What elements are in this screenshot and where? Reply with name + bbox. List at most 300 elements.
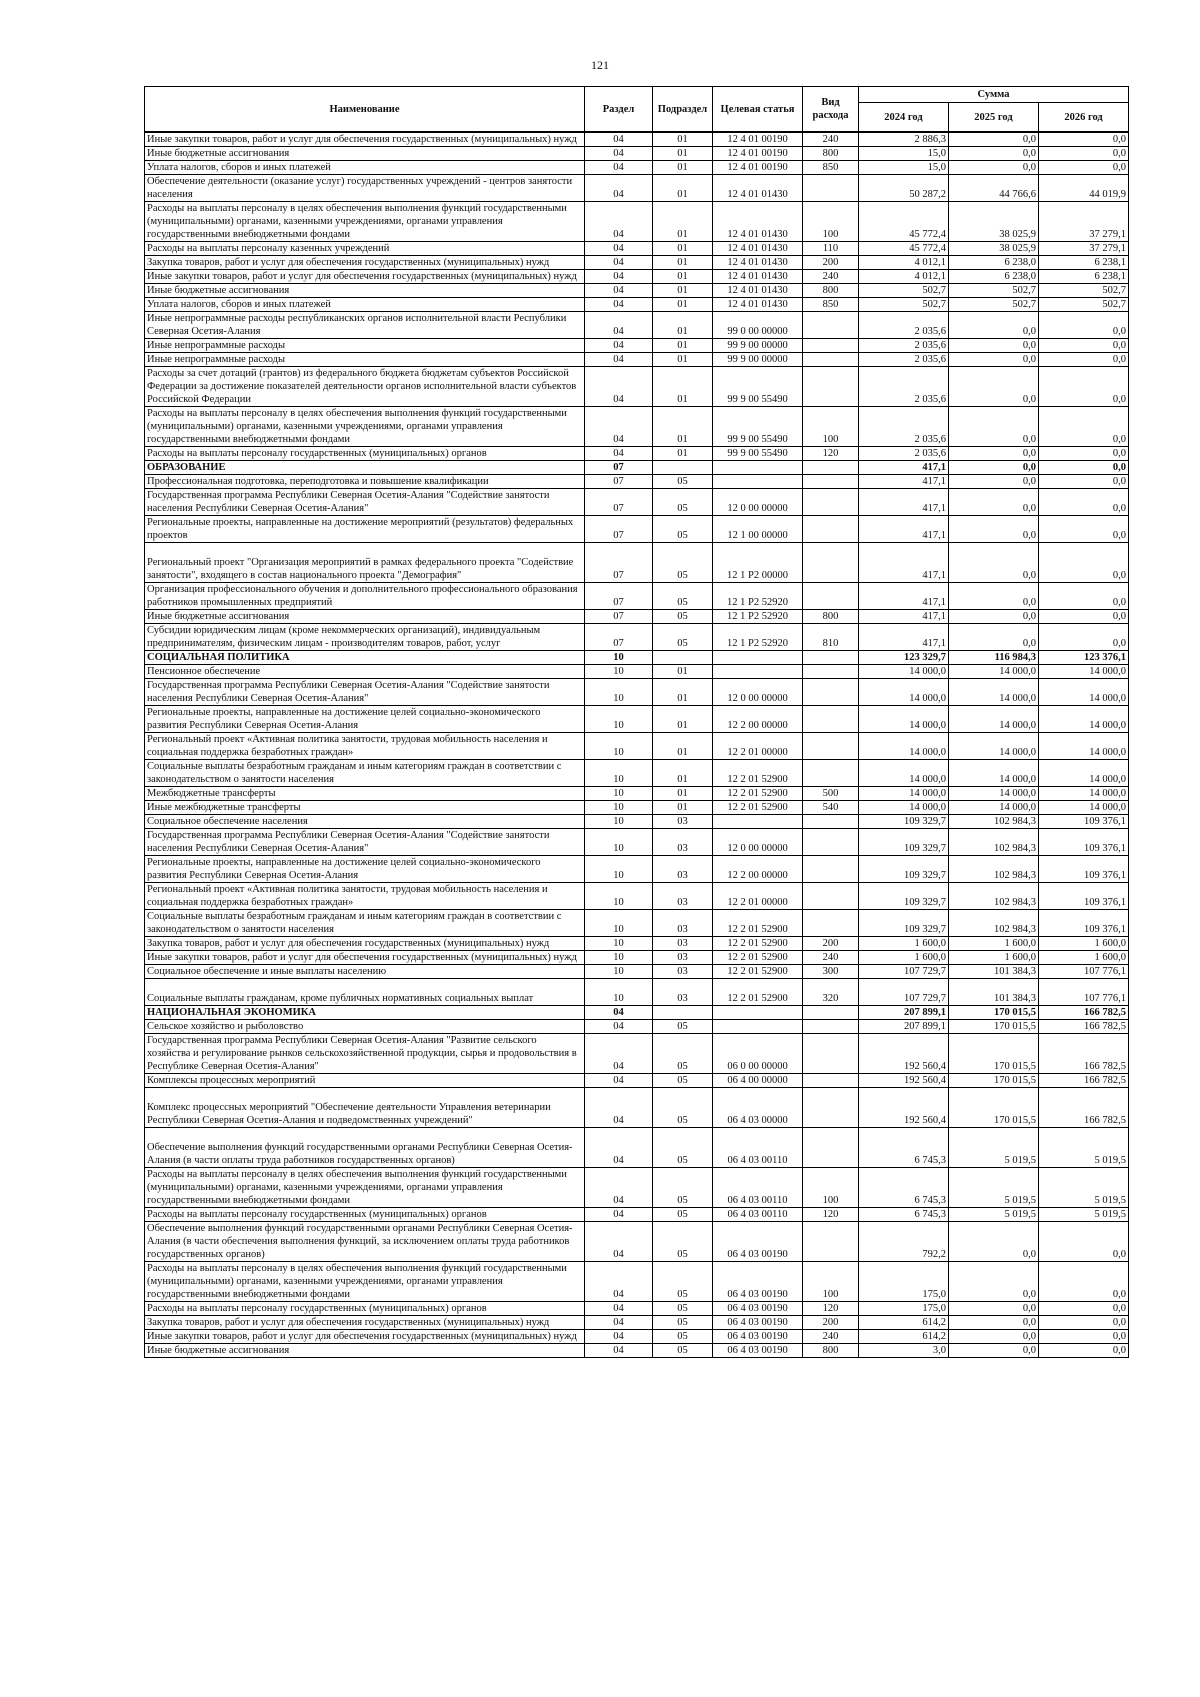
cell-target-article: 06 4 03 00190 xyxy=(713,1302,803,1316)
table-row xyxy=(145,815,1129,829)
table-row xyxy=(145,1302,1129,1316)
table-row xyxy=(145,856,1129,883)
cell-2024: 2 035,6 xyxy=(859,312,949,339)
cell-target-article: 12 1 P2 52920 xyxy=(713,583,803,610)
table-row xyxy=(145,706,1129,733)
cell-target-article: 12 2 01 52900 xyxy=(713,965,803,979)
cell-subsection: 03 xyxy=(653,979,713,1006)
cell-subsection: 05 xyxy=(653,583,713,610)
cell-name: Сельское хозяйство и рыболовство xyxy=(145,1020,585,1034)
cell-name: Иные закупки товаров, работ и услуг для обеспечения государственных (муниципальных) нужд xyxy=(145,1330,585,1344)
cell-target-article: 06 4 03 00110 xyxy=(713,1208,803,1222)
cell-target-article: 12 2 01 52900 xyxy=(713,937,803,951)
cell-2026: 37 279,1 xyxy=(1039,202,1129,242)
cell-subsection: 01 xyxy=(653,787,713,801)
cell-section: 04 xyxy=(585,1344,653,1358)
cell-section: 10 xyxy=(585,856,653,883)
cell-subsection: 01 xyxy=(653,353,713,367)
header-year-2025: 2025 год xyxy=(949,103,1039,133)
cell-2025: 170 015,5 xyxy=(949,1074,1039,1088)
cell-name: Региональный проект "Организация мероприятий в рамках федерального проекта "Содействие занятости", входящего в состав национального проекта "Демография" xyxy=(145,543,585,583)
cell-name: Расходы на выплаты персоналу государственных (муниципальных) органов xyxy=(145,1208,585,1222)
cell-2026: 0,0 xyxy=(1039,461,1129,475)
cell-2025: 1 600,0 xyxy=(949,937,1039,951)
cell-section: 04 xyxy=(585,175,653,202)
cell-2026: 0,0 xyxy=(1039,475,1129,489)
cell-2026: 107 776,1 xyxy=(1039,979,1129,1006)
cell-2026: 0,0 xyxy=(1039,353,1129,367)
cell-subsection: 01 xyxy=(653,733,713,760)
cell-section: 07 xyxy=(585,610,653,624)
cell-2024: 192 560,4 xyxy=(859,1034,949,1074)
cell-subsection: 05 xyxy=(653,1316,713,1330)
cell-target-article: 12 4 01 01430 xyxy=(713,242,803,256)
cell-section: 10 xyxy=(585,815,653,829)
cell-2025: 102 984,3 xyxy=(949,856,1039,883)
cell-2025: 14 000,0 xyxy=(949,733,1039,760)
cell-2025: 0,0 xyxy=(949,1302,1039,1316)
cell-2026: 0,0 xyxy=(1039,624,1129,651)
table-row xyxy=(145,1208,1129,1222)
cell-expense-type: 800 xyxy=(803,1344,859,1358)
cell-expense-type xyxy=(803,461,859,475)
cell-2025: 116 984,3 xyxy=(949,651,1039,665)
cell-2026: 166 782,5 xyxy=(1039,1020,1129,1034)
table-row xyxy=(145,516,1129,543)
cell-section: 04 xyxy=(585,1222,653,1262)
cell-expense-type xyxy=(803,475,859,489)
cell-subsection: 03 xyxy=(653,951,713,965)
cell-2025: 0,0 xyxy=(949,461,1039,475)
table-row xyxy=(145,1316,1129,1330)
cell-target-article: 12 2 00 00000 xyxy=(713,856,803,883)
cell-2025: 0,0 xyxy=(949,489,1039,516)
cell-name: Иные бюджетные ассигнования xyxy=(145,610,585,624)
cell-target-article: 06 4 03 00190 xyxy=(713,1222,803,1262)
header-subsection: Подраздел xyxy=(653,87,713,133)
header-year-2026: 2026 год xyxy=(1039,103,1129,133)
cell-2024: 50 287,2 xyxy=(859,175,949,202)
table-row xyxy=(145,910,1129,937)
cell-2025: 170 015,5 xyxy=(949,1088,1039,1128)
cell-subsection: 01 xyxy=(653,665,713,679)
cell-section: 07 xyxy=(585,489,653,516)
cell-subsection: 01 xyxy=(653,339,713,353)
cell-section: 07 xyxy=(585,543,653,583)
cell-2024: 14 000,0 xyxy=(859,706,949,733)
cell-name: Пенсионное обеспечение xyxy=(145,665,585,679)
cell-expense-type: 800 xyxy=(803,284,859,298)
cell-2024: 417,1 xyxy=(859,461,949,475)
cell-subsection: 05 xyxy=(653,1168,713,1208)
table-row xyxy=(145,679,1129,706)
cell-section: 04 xyxy=(585,1088,653,1128)
cell-expense-type: 120 xyxy=(803,1302,859,1316)
cell-2024: 6 745,3 xyxy=(859,1128,949,1168)
cell-name: Иные непрограммные расходы республиканских органов исполнительной власти Республики Северная Осетия-Алания xyxy=(145,312,585,339)
table-row xyxy=(145,1344,1129,1358)
cell-2026: 0,0 xyxy=(1039,1344,1129,1358)
cell-2024: 3,0 xyxy=(859,1344,949,1358)
cell-name: Иные непрограммные расходы xyxy=(145,339,585,353)
cell-2026: 14 000,0 xyxy=(1039,760,1129,787)
cell-target-article xyxy=(713,1006,803,1020)
cell-subsection: 05 xyxy=(653,1034,713,1074)
cell-target-article: 12 2 01 52900 xyxy=(713,910,803,937)
cell-2026: 123 376,1 xyxy=(1039,651,1129,665)
cell-subsection: 03 xyxy=(653,829,713,856)
cell-target-article: 12 0 00 00000 xyxy=(713,679,803,706)
cell-2024: 417,1 xyxy=(859,543,949,583)
cell-section: 10 xyxy=(585,965,653,979)
cell-2024: 175,0 xyxy=(859,1302,949,1316)
cell-expense-type xyxy=(803,910,859,937)
cell-expense-type: 800 xyxy=(803,147,859,161)
cell-section: 10 xyxy=(585,910,653,937)
table-section-row xyxy=(145,1006,1129,1020)
cell-2024: 417,1 xyxy=(859,624,949,651)
table-row xyxy=(145,1128,1129,1168)
cell-2026: 0,0 xyxy=(1039,489,1129,516)
cell-2026: 44 019,9 xyxy=(1039,175,1129,202)
cell-section: 10 xyxy=(585,829,653,856)
cell-expense-type: 500 xyxy=(803,787,859,801)
cell-2025: 0,0 xyxy=(949,161,1039,175)
cell-target-article: 06 4 03 00190 xyxy=(713,1330,803,1344)
cell-expense-type: 200 xyxy=(803,256,859,270)
table-row xyxy=(145,147,1129,161)
cell-name: Социальное обеспечение населения xyxy=(145,815,585,829)
cell-name: Социальные выплаты гражданам, кроме публичных нормативных социальных выплат xyxy=(145,979,585,1006)
cell-2025: 14 000,0 xyxy=(949,706,1039,733)
cell-name: Расходы на выплаты персоналу в целях обеспечения выполнения функций государственными (муниципальными) органами, казенными учреждениями, органами управления государственными внебюджетными фондами xyxy=(145,202,585,242)
cell-2025: 0,0 xyxy=(949,147,1039,161)
cell-2026: 109 376,1 xyxy=(1039,815,1129,829)
cell-2025: 0,0 xyxy=(949,1344,1039,1358)
cell-expense-type xyxy=(803,1088,859,1128)
cell-target-article: 12 1 P2 52920 xyxy=(713,610,803,624)
cell-section: 07 xyxy=(585,475,653,489)
cell-subsection: 05 xyxy=(653,610,713,624)
cell-expense-type xyxy=(803,367,859,407)
cell-expense-type xyxy=(803,815,859,829)
cell-name: Социальные выплаты безработным гражданам и иным категориям граждан в соответствии с законодательством о занятости населения xyxy=(145,760,585,787)
table-section-row xyxy=(145,461,1129,475)
cell-2026: 6 238,1 xyxy=(1039,270,1129,284)
cell-expense-type xyxy=(803,339,859,353)
cell-expense-type: 200 xyxy=(803,1316,859,1330)
cell-2024: 6 745,3 xyxy=(859,1208,949,1222)
cell-subsection: 01 xyxy=(653,367,713,407)
cell-2024: 502,7 xyxy=(859,298,949,312)
cell-subsection: 05 xyxy=(653,1128,713,1168)
cell-name: Расходы на выплаты персоналу казенных учреждений xyxy=(145,242,585,256)
table-row xyxy=(145,270,1129,284)
cell-section: 04 xyxy=(585,1074,653,1088)
table-row xyxy=(145,175,1129,202)
cell-subsection: 05 xyxy=(653,1020,713,1034)
cell-target-article: 12 4 01 00190 xyxy=(713,161,803,175)
cell-2026: 0,0 xyxy=(1039,543,1129,583)
cell-target-article: 12 4 01 01430 xyxy=(713,298,803,312)
cell-expense-type xyxy=(803,1222,859,1262)
cell-2026: 1 600,0 xyxy=(1039,951,1129,965)
cell-subsection: 05 xyxy=(653,1222,713,1262)
cell-section: 07 xyxy=(585,624,653,651)
cell-2026: 0,0 xyxy=(1039,312,1129,339)
cell-2024: 14 000,0 xyxy=(859,665,949,679)
cell-expense-type xyxy=(803,543,859,583)
cell-name: Комплексы процессных мероприятий xyxy=(145,1074,585,1088)
cell-2025: 0,0 xyxy=(949,447,1039,461)
cell-name: Закупка товаров, работ и услуг для обеспечения государственных (муниципальных) нужд xyxy=(145,937,585,951)
cell-name: Иные закупки товаров, работ и услуг для обеспечения государственных (муниципальных) нужд xyxy=(145,270,585,284)
cell-subsection: 05 xyxy=(653,489,713,516)
cell-name: ОБРАЗОВАНИЕ xyxy=(145,461,585,475)
cell-name: СОЦИАЛЬНАЯ ПОЛИТИКА xyxy=(145,651,585,665)
cell-target-article: 12 4 01 01430 xyxy=(713,175,803,202)
cell-name: Уплата налогов, сборов и иных платежей xyxy=(145,161,585,175)
cell-2024: 614,2 xyxy=(859,1330,949,1344)
cell-section: 10 xyxy=(585,883,653,910)
cell-target-article: 99 0 00 00000 xyxy=(713,312,803,339)
cell-section: 10 xyxy=(585,665,653,679)
cell-2024: 14 000,0 xyxy=(859,801,949,815)
cell-2026: 0,0 xyxy=(1039,516,1129,543)
cell-expense-type xyxy=(803,583,859,610)
cell-expense-type: 110 xyxy=(803,242,859,256)
cell-2025: 0,0 xyxy=(949,516,1039,543)
cell-name: Региональные проекты, направленные на достижение целей социально-экономического развития Республики Северная Осетия-Алания xyxy=(145,856,585,883)
cell-section: 10 xyxy=(585,979,653,1006)
table-row xyxy=(145,1088,1129,1128)
cell-target-article: 12 2 01 52900 xyxy=(713,760,803,787)
cell-target-article: 99 9 00 55490 xyxy=(713,367,803,407)
cell-2025: 0,0 xyxy=(949,583,1039,610)
cell-subsection: 01 xyxy=(653,132,713,147)
table-row xyxy=(145,1330,1129,1344)
cell-expense-type xyxy=(803,760,859,787)
cell-2025: 0,0 xyxy=(949,339,1039,353)
cell-2025: 101 384,3 xyxy=(949,965,1039,979)
cell-2026: 502,7 xyxy=(1039,298,1129,312)
cell-target-article: 12 1 P2 00000 xyxy=(713,543,803,583)
cell-2026: 0,0 xyxy=(1039,1222,1129,1262)
cell-section: 04 xyxy=(585,202,653,242)
cell-section: 04 xyxy=(585,270,653,284)
cell-target-article: 12 4 01 00190 xyxy=(713,132,803,147)
cell-target-article: 06 4 03 00190 xyxy=(713,1316,803,1330)
cell-target-article xyxy=(713,651,803,665)
cell-2024: 107 729,7 xyxy=(859,965,949,979)
table-row xyxy=(145,447,1129,461)
cell-2025: 38 025,9 xyxy=(949,242,1039,256)
cell-target-article xyxy=(713,475,803,489)
cell-2026: 166 782,5 xyxy=(1039,1006,1129,1020)
cell-name: Профессиональная подготовка, переподготовка и повышение квалификации xyxy=(145,475,585,489)
table-row xyxy=(145,883,1129,910)
cell-section: 04 xyxy=(585,1330,653,1344)
cell-subsection: 05 xyxy=(653,475,713,489)
table-row xyxy=(145,339,1129,353)
cell-section: 04 xyxy=(585,1302,653,1316)
cell-name: Расходы на выплаты персоналу в целях обеспечения выполнения функций государственными (муниципальными) органами, казенными учреждениями, органами управления государственными внебюджетными фондами xyxy=(145,407,585,447)
cell-subsection: 01 xyxy=(653,706,713,733)
cell-2024: 109 329,7 xyxy=(859,856,949,883)
cell-expense-type: 300 xyxy=(803,965,859,979)
cell-2025: 0,0 xyxy=(949,312,1039,339)
cell-2026: 0,0 xyxy=(1039,367,1129,407)
cell-target-article: 06 0 00 00000 xyxy=(713,1034,803,1074)
cell-2025: 0,0 xyxy=(949,367,1039,407)
cell-2026: 14 000,0 xyxy=(1039,679,1129,706)
cell-expense-type xyxy=(803,665,859,679)
cell-name: Обеспечение деятельности (оказание услуг) государственных учреждений - центров занятости населения xyxy=(145,175,585,202)
cell-2026: 1 600,0 xyxy=(1039,937,1129,951)
cell-name: Закупка товаров, работ и услуг для обеспечения государственных (муниципальных) нужд xyxy=(145,1316,585,1330)
table-row xyxy=(145,760,1129,787)
table-row xyxy=(145,256,1129,270)
table-section-row xyxy=(145,651,1129,665)
cell-name: Региональные проекты, направленные на достижение мероприятий (результатов) федеральных проектов xyxy=(145,516,585,543)
cell-2026: 109 376,1 xyxy=(1039,883,1129,910)
cell-2025: 170 015,5 xyxy=(949,1034,1039,1074)
table-row xyxy=(145,489,1129,516)
cell-2025: 14 000,0 xyxy=(949,801,1039,815)
cell-subsection: 05 xyxy=(653,1330,713,1344)
cell-2026: 166 782,5 xyxy=(1039,1074,1129,1088)
cell-2026: 166 782,5 xyxy=(1039,1088,1129,1128)
cell-subsection: 01 xyxy=(653,312,713,339)
cell-subsection: 01 xyxy=(653,242,713,256)
cell-target-article: 12 2 01 00000 xyxy=(713,733,803,760)
cell-target-article: 12 2 00 00000 xyxy=(713,706,803,733)
cell-2024: 14 000,0 xyxy=(859,787,949,801)
cell-2024: 2 035,6 xyxy=(859,353,949,367)
cell-2025: 0,0 xyxy=(949,1222,1039,1262)
cell-subsection: 05 xyxy=(653,1208,713,1222)
cell-expense-type: 800 xyxy=(803,610,859,624)
cell-expense-type xyxy=(803,1074,859,1088)
cell-expense-type xyxy=(803,651,859,665)
budget-table xyxy=(144,86,1129,1358)
cell-2024: 2 035,6 xyxy=(859,447,949,461)
cell-2025: 14 000,0 xyxy=(949,679,1039,706)
table-row xyxy=(145,242,1129,256)
cell-2026: 5 019,5 xyxy=(1039,1208,1129,1222)
cell-expense-type: 240 xyxy=(803,951,859,965)
cell-2026: 0,0 xyxy=(1039,583,1129,610)
cell-subsection: 05 xyxy=(653,1088,713,1128)
cell-expense-type xyxy=(803,1128,859,1168)
cell-target-article: 12 2 01 52900 xyxy=(713,979,803,1006)
cell-section: 04 xyxy=(585,312,653,339)
cell-target-article: 12 1 P2 52920 xyxy=(713,624,803,651)
cell-2024: 2 035,6 xyxy=(859,339,949,353)
cell-2026: 6 238,1 xyxy=(1039,256,1129,270)
cell-2025: 0,0 xyxy=(949,132,1039,147)
cell-subsection: 03 xyxy=(653,883,713,910)
cell-subsection: 01 xyxy=(653,270,713,284)
cell-section: 04 xyxy=(585,407,653,447)
page-number: 121 xyxy=(591,58,609,72)
cell-subsection: 05 xyxy=(653,1074,713,1088)
cell-expense-type xyxy=(803,353,859,367)
table-row xyxy=(145,829,1129,856)
cell-subsection: 03 xyxy=(653,910,713,937)
cell-2024: 107 729,7 xyxy=(859,979,949,1006)
cell-name: НАЦИОНАЛЬНАЯ ЭКОНОМИКА xyxy=(145,1006,585,1020)
table-row xyxy=(145,951,1129,965)
table-header xyxy=(145,87,1129,133)
cell-name: Закупка товаров, работ и услуг для обеспечения государственных (муниципальных) нужд xyxy=(145,256,585,270)
cell-2024: 2 886,3 xyxy=(859,132,949,147)
cell-section: 04 xyxy=(585,298,653,312)
cell-target-article: 12 0 00 00000 xyxy=(713,489,803,516)
cell-subsection: 05 xyxy=(653,1344,713,1358)
cell-name: Региональный проект «Активная политика занятости, трудовая мобильность населения и социальная поддержка безработных граждан» xyxy=(145,883,585,910)
cell-target-article: 99 9 00 55490 xyxy=(713,407,803,447)
cell-target-article: 12 4 01 01430 xyxy=(713,284,803,298)
cell-section: 04 xyxy=(585,1020,653,1034)
cell-2025: 102 984,3 xyxy=(949,910,1039,937)
cell-2024: 207 899,1 xyxy=(859,1006,949,1020)
cell-subsection: 01 xyxy=(653,447,713,461)
cell-expense-type xyxy=(803,489,859,516)
cell-expense-type xyxy=(803,516,859,543)
table-row xyxy=(145,543,1129,583)
table-row xyxy=(145,1222,1129,1262)
cell-name: Иные бюджетные ассигнования xyxy=(145,284,585,298)
cell-2025: 0,0 xyxy=(949,475,1039,489)
cell-2026: 0,0 xyxy=(1039,132,1129,147)
cell-expense-type: 540 xyxy=(803,801,859,815)
cell-2026: 0,0 xyxy=(1039,339,1129,353)
cell-expense-type xyxy=(803,679,859,706)
cell-2026: 0,0 xyxy=(1039,407,1129,447)
cell-name: Региональный проект «Активная политика занятости, трудовая мобильность населения и социальная поддержка безработных граждан» xyxy=(145,733,585,760)
cell-2024: 15,0 xyxy=(859,161,949,175)
cell-expense-type: 240 xyxy=(803,132,859,147)
cell-target-article: 06 4 03 00190 xyxy=(713,1344,803,1358)
header-section: Раздел xyxy=(585,87,653,133)
cell-2025: 0,0 xyxy=(949,1316,1039,1330)
cell-name: Расходы на выплаты персоналу в целях обеспечения выполнения функций государственными (муниципальными) органами, казенными учреждениями, органами управления государственными внебюджетными фондами xyxy=(145,1168,585,1208)
cell-name: Иные закупки товаров, работ и услуг для обеспечения государственных (муниципальных) нужд xyxy=(145,951,585,965)
cell-2025: 170 015,5 xyxy=(949,1006,1039,1020)
cell-2026: 0,0 xyxy=(1039,1262,1129,1302)
table-row xyxy=(145,367,1129,407)
table-row xyxy=(145,1168,1129,1208)
cell-2024: 14 000,0 xyxy=(859,733,949,760)
cell-section: 04 xyxy=(585,147,653,161)
cell-target-article: 12 0 00 00000 xyxy=(713,829,803,856)
header-sum: Сумма xyxy=(859,87,1129,103)
cell-target-article: 12 4 01 01430 xyxy=(713,270,803,284)
cell-target-article xyxy=(713,815,803,829)
cell-2025: 170 015,5 xyxy=(949,1020,1039,1034)
cell-section: 04 xyxy=(585,447,653,461)
cell-name: Субсидии юридическим лицам (кроме некоммерческих организаций), индивидуальным предпринимателям, физическим лицам - производителям товаров, работ, услуг xyxy=(145,624,585,651)
cell-2024: 14 000,0 xyxy=(859,679,949,706)
table-row xyxy=(145,284,1129,298)
cell-subsection: 01 xyxy=(653,161,713,175)
cell-subsection: 01 xyxy=(653,679,713,706)
cell-2024: 417,1 xyxy=(859,489,949,516)
cell-section: 10 xyxy=(585,937,653,951)
cell-name: Расходы на выплаты персоналу государственных (муниципальных) органов xyxy=(145,1302,585,1316)
cell-name: Иные межбюджетные трансферты xyxy=(145,801,585,815)
